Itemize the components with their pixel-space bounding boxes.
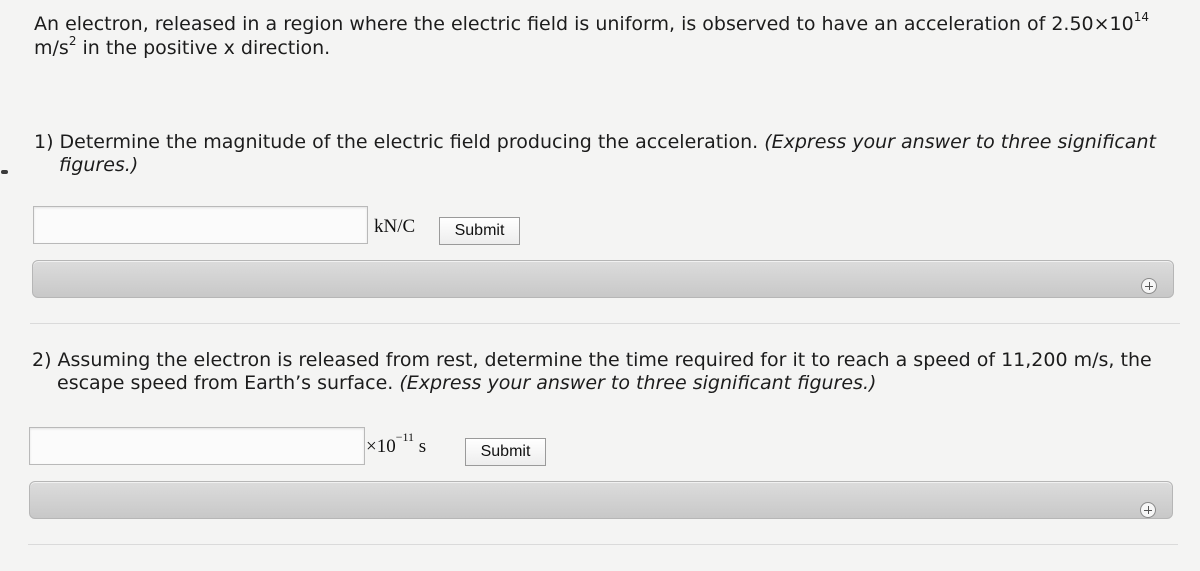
acceleration-unit: m/s xyxy=(34,37,69,59)
section-divider xyxy=(30,323,1180,324)
part-1-answer-input[interactable] xyxy=(33,206,368,244)
problem-text-line1: An electron, released in a region where the electric field is uniform, is observed to have an acceleration of 2.50×10 xyxy=(34,13,1134,35)
part-2-submit-button[interactable]: Submit xyxy=(465,438,546,466)
part-1-feedback-bar[interactable] xyxy=(32,260,1174,298)
problem-statement xyxy=(34,9,1174,60)
part-2-unit-multiplier: ×10 xyxy=(366,436,396,457)
part-2-text: 2) Assuming the electron is released from rest, determine the time required for it to reach a speed of 11,200 m/s, the xyxy=(32,349,1152,371)
section-divider xyxy=(28,544,1178,545)
part-2-unit xyxy=(366,429,427,458)
part-1-unit: kN/C xyxy=(374,216,416,237)
plus-circle-icon[interactable] xyxy=(1141,278,1157,294)
part-1-instruction: (Express your answer to three significant xyxy=(764,131,1156,153)
acceleration-exponent: 14 xyxy=(1133,9,1150,24)
part-2-feedback-bar[interactable] xyxy=(29,481,1173,519)
part-2-answer-input[interactable] xyxy=(29,427,365,465)
part-1-instruction-cont: figures.) xyxy=(59,154,139,176)
problem-text-line2: in the positive x direction. xyxy=(76,37,331,59)
plus-circle-icon[interactable] xyxy=(1140,502,1156,518)
part-1-question xyxy=(34,131,1156,177)
part-2-unit-seconds: s xyxy=(418,436,427,457)
unit-exponent: 2 xyxy=(68,33,77,48)
part-1-text: 1) Determine the magnitude of the electric field producing the acceleration. xyxy=(34,131,765,153)
part-2-question xyxy=(32,349,1152,395)
part-2-text-cont: escape speed from Earth’s surface. xyxy=(57,372,400,394)
marker-icon xyxy=(1,170,8,174)
part-2-unit-exponent: −11 xyxy=(395,429,415,444)
part-2-instruction: (Express your answer to three significant figures.) xyxy=(399,372,877,394)
part-1-submit-button[interactable]: Submit xyxy=(439,217,520,245)
